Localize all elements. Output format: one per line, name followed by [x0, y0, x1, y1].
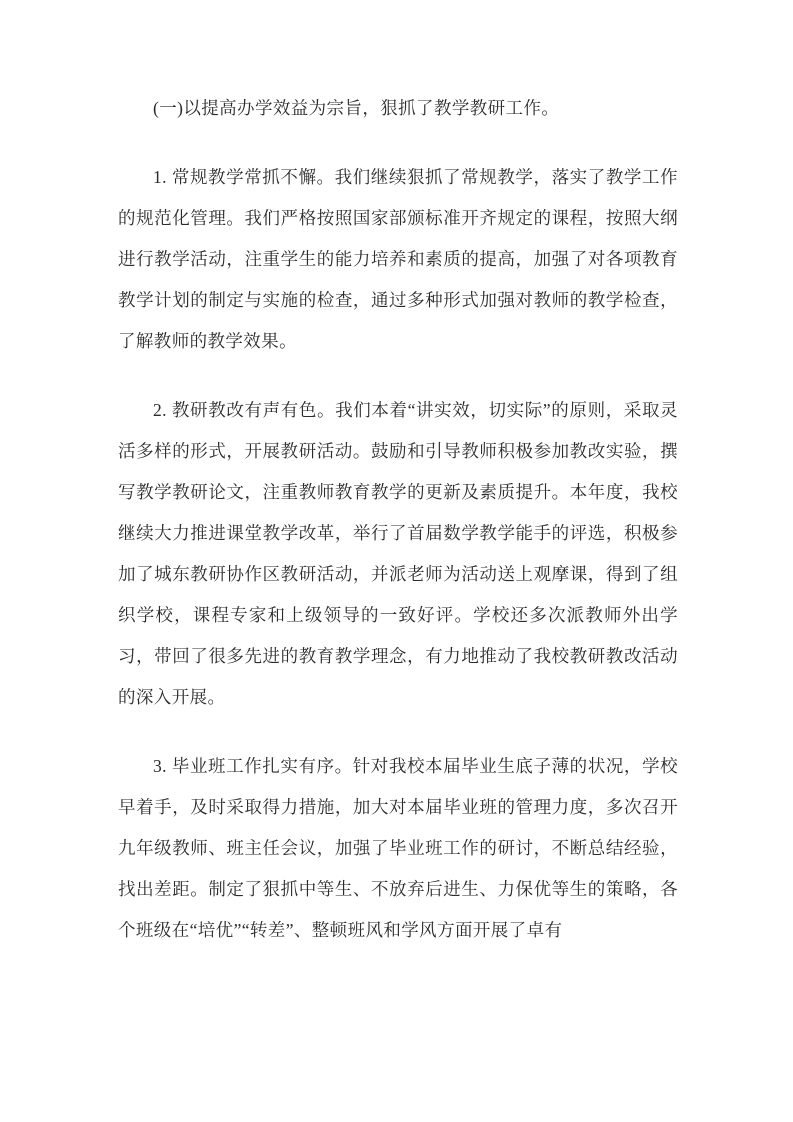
paragraph-item-3: 3. 毕业班工作扎实有序。针对我校本届毕业生底子薄的状况，学校早着手，及时采取得力措施，加大对本届毕业班的管理力度，多次召开九年级教师、班主任会议，加强了毕业班工作的研讨，不断总结经验，找出差距。制定了狠抓中等生、不放弃后进生、力保优等生的策略，各个班级在“培优”“转差”、整顿班风和学风方面开展了卓有 — [118, 756, 678, 940]
paragraph-item-1: 1. 常规教学常抓不懈。我们继续狠抓了常规教学，落实了教学工作的规范化管理。我们严格按照国家部颁标准开齐规定的课程，按照大纲进行教学活动，注重学生的能力培养和素质的提高，加强了对各项教育教学计划的制定与实施的检查，通过多种形式加强对教师的教学检查，了解教师的教学效果。 — [118, 167, 678, 351]
paragraph-item-2: 2. 教研教改有声有色。我们本着“讲实效，切实际”的原则，采取灵活多样的形式，开展教研活动。鼓励和引导教师积极参加教改实验，撰写教学教研论文，注重教师教育教学的更新及素质提升。本年度，我校继续大力推进课堂教学改革，举行了首届数学教学能手的评选，积极参加了城东教研协作区教研活动，并派老师为活动送上观摩课，得到了组织学校，课程专家和上级领导的一致好评。学校还多次派教师外出学习，带回了很多先进的教育教学理念，有力地推动了我校教研教改活动的深入开展。 — [118, 400, 678, 707]
paragraph-heading: (一)以提高办学效益为宗旨，狠抓了教学教研工作。 — [153, 98, 560, 118]
document-body — [118, 88, 678, 951]
